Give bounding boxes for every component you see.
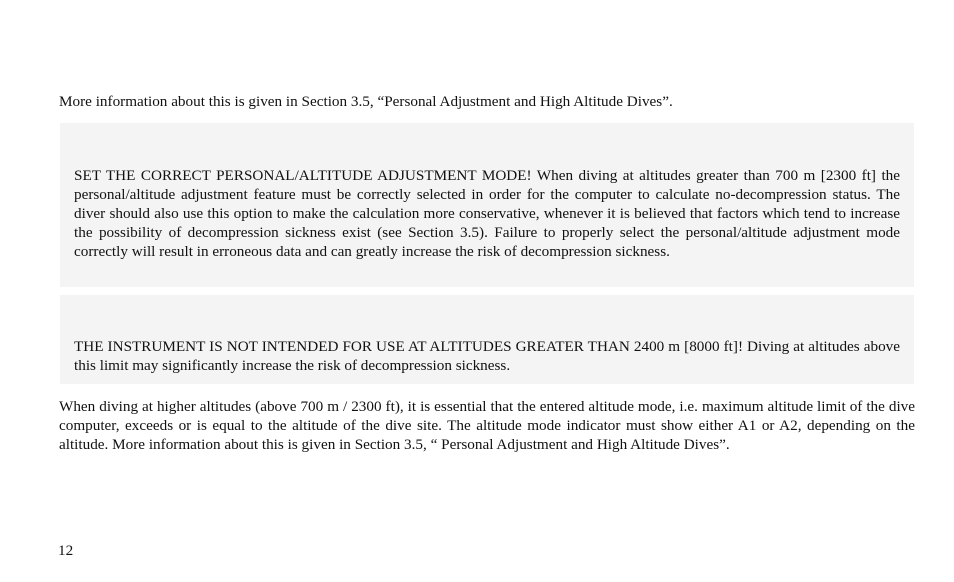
warning-text-altitude-adjustment: SET THE CORRECT PERSONAL/ALTITUDE ADJUSTMENT MODE! When diving at altitudes greater than 700 m [2300 ft] the personal/altitude adjustment feature must be correctly selected in order for the computer to calculate no-decompression status. The diver should also use this option to make the calculation more conservative, whenever it is believed that factors which tend to increase the possibility of decompression sickness exist (see Section 3.5). Failure to properly select the personal/altitude adjustment mode correctly will result in erroneous data and can greatly increase the risk of decompression sickness. xyxy=(74,167,900,260)
warning-box-altitude-adjustment xyxy=(60,123,914,287)
warning-box-altitude-limit xyxy=(60,295,914,384)
body-paragraph: When diving at higher altitudes (above 700 m / 2300 ft), it is essential that the entered altitude mode, i.e. maximum altitude limit of the dive computer, exceeds or is equal to the altitude of the dive site. The altitude mode indicator must show either A1 or A2, depending on the altitude. More information about this is given in Section 3.5, “ Personal Adjustment and High Altitude Dives”. xyxy=(59,398,915,453)
page-number: 12 xyxy=(58,542,74,559)
intro-paragraph: More information about this is given in Section 3.5, “Personal Adjustment and High Altitude Dives”. xyxy=(59,93,673,110)
warning-text-altitude-limit: THE INSTRUMENT IS NOT INTENDED FOR USE AT ALTITUDES GREATER THAN 2400 m [8000 ft]! Diving at altitudes above this limit may significantly increase the risk of decompression sickness. xyxy=(74,338,900,374)
